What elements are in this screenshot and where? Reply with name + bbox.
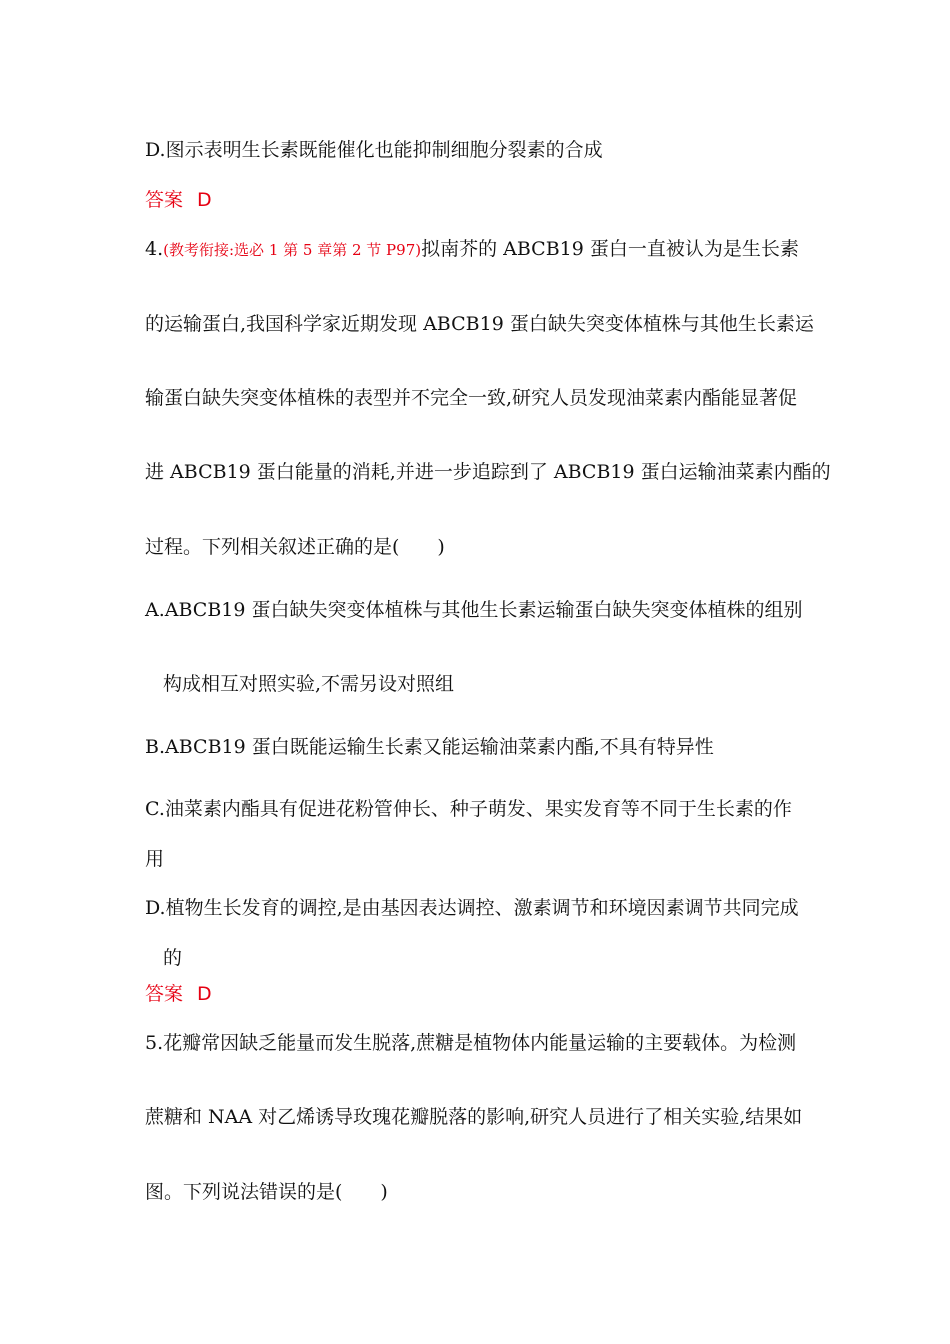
q4-answer-label: 答案 <box>145 983 184 1005</box>
q3-answer <box>145 188 212 212</box>
q4-answer-value: D <box>197 983 212 1005</box>
q3-answer-label: 答案 <box>145 189 184 211</box>
q5-stem-line-2: 蔗糖和 NAA 对乙烯诱导玫瑰花瓣脱落的影响,研究人员进行了相关实验,结果如 <box>145 1106 803 1128</box>
q4-source-note: (教考衔接:选必 1 第 5 章第 2 节 P97) <box>163 241 422 259</box>
q4-stem-line-1 <box>145 237 799 262</box>
q4-stem-line-4: 进 ABCB19 蛋白能量的消耗,并进一步追踪到了 ABCB19 蛋白运输油菜素内酯的 <box>145 461 831 483</box>
q5-stem-line-3: 图。下列说法错误的是( ) <box>145 1181 388 1203</box>
q5-stem-line-1: 5.花瓣常因缺乏能量而发生脱落,蔗糖是植物体内能量运输的主要载体。为检测 <box>145 1032 797 1054</box>
q4-option-b: B.ABCB19 蛋白既能运输生长素又能运输油菜素内酯,不具有特异性 <box>145 736 714 758</box>
q4-answer <box>145 982 212 1006</box>
q4-stem-line-2: 的运输蛋白,我国科学家近期发现 ABCB19 蛋白缺失突变体植株与其他生长素运 <box>145 313 814 335</box>
q4-option-d-line-2: 的 <box>163 947 183 969</box>
q4-stem-line-3: 输蛋白缺失突变体植株的表型并不完全一致,研究人员发现油菜素内酯能显著促 <box>145 387 798 409</box>
q3-option-d: D.图示表明生长素既能催化也能抑制细胞分裂素的合成 <box>145 139 603 161</box>
q4-stem-text-1: 拟南芥的 ABCB19 蛋白一直被认为是生长素 <box>421 238 799 260</box>
q4-option-a-line-1: A.ABCB19 蛋白缺失突变体植株与其他生长素运输蛋白缺失突变体植株的组别 <box>145 599 803 621</box>
q4-option-a-line-2: 构成相互对照实验,不需另设对照组 <box>163 673 455 695</box>
q4-option-c-line-2: 用 <box>145 848 165 870</box>
q4-option-d-line-1: D.植物生长发育的调控,是由基因表达调控、激素调节和环境因素调节共同完成 <box>145 897 799 919</box>
q4-option-c-line-1: C.油菜素内酯具有促进花粉管伸长、种子萌发、果实发育等不同于生长素的作 <box>145 798 792 820</box>
q4-stem-line-5: 过程。下列相关叙述正确的是( ) <box>145 536 445 558</box>
q4-number: 4. <box>145 238 164 260</box>
q3-answer-value: D <box>197 189 212 211</box>
